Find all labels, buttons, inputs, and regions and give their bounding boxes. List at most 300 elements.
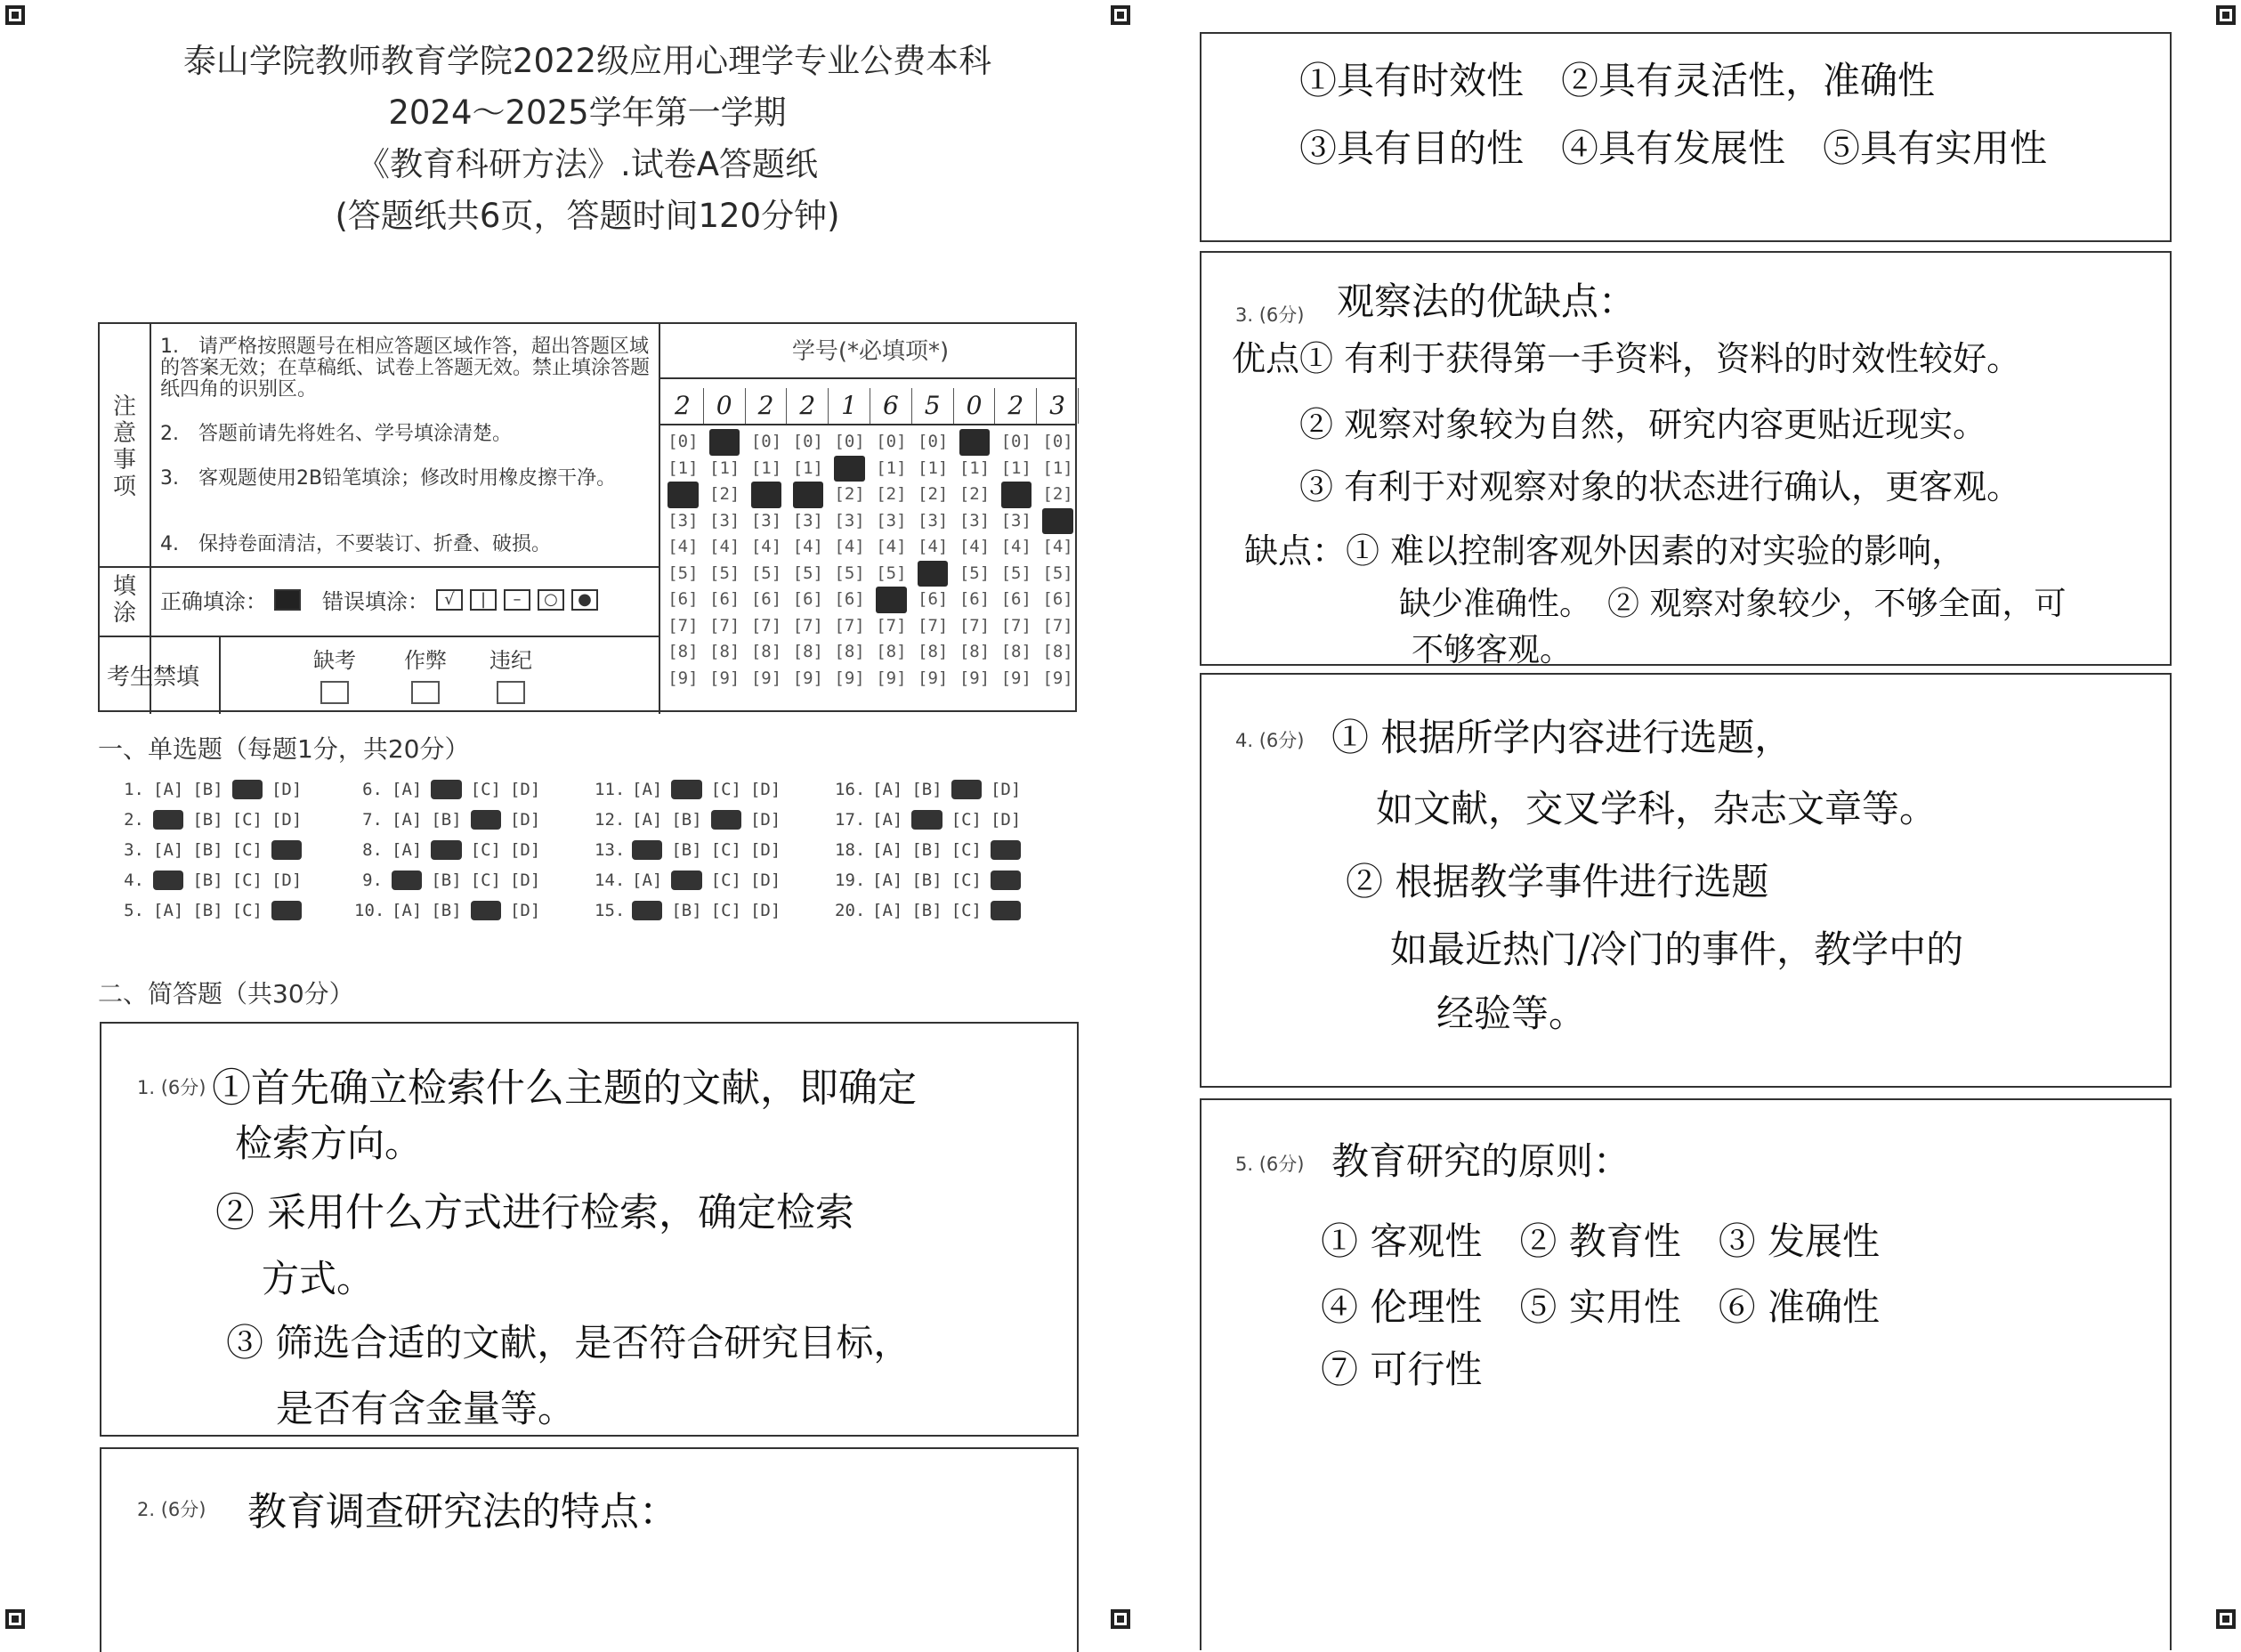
mc-option-bubble[interactable] bbox=[991, 901, 1021, 920]
mc-question-number: 19. bbox=[835, 871, 866, 890]
student-id-bubble[interactable]: [4] bbox=[834, 537, 865, 556]
student-id-bubble[interactable]: [1] bbox=[918, 458, 949, 478]
student-id-bubble[interactable] bbox=[918, 561, 948, 587]
mc-option-bubble[interactable]: [D] bbox=[749, 780, 781, 799]
mc-option-bubble[interactable]: [C] bbox=[231, 871, 263, 890]
student-id-bubble[interactable]: [1] bbox=[750, 458, 782, 478]
student-id-column bbox=[870, 429, 912, 692]
student-id-bubble[interactable]: [7] bbox=[667, 615, 699, 636]
mc-question bbox=[354, 871, 540, 890]
mc-option-bubble[interactable]: [C] bbox=[710, 840, 741, 860]
student-id-column bbox=[1037, 429, 1079, 692]
student-id-bubble[interactable]: [7] bbox=[1042, 615, 1073, 636]
mc-option-bubble[interactable]: [A] bbox=[872, 871, 903, 890]
student-id-bubble[interactable]: [7] bbox=[1000, 615, 1032, 636]
student-id-digit: 6 bbox=[870, 388, 912, 424]
mc-question-number: 13. bbox=[595, 840, 626, 860]
notice-panel bbox=[98, 322, 1077, 712]
mc-option-bubble[interactable]: [A] bbox=[872, 901, 903, 920]
student-id-bubble[interactable]: [8] bbox=[918, 642, 949, 661]
student-id-bubble[interactable] bbox=[834, 456, 864, 482]
mc-option-bubble[interactable] bbox=[911, 810, 942, 830]
mc-option-bubble[interactable]: [D] bbox=[271, 780, 303, 799]
mc-question bbox=[116, 871, 302, 890]
student-id-bubble[interactable]: [2] bbox=[876, 484, 907, 504]
student-id-bubble[interactable]: [9] bbox=[918, 668, 949, 688]
ban-label: 考生禁填 bbox=[107, 664, 200, 691]
student-id-bubble[interactable]: [8] bbox=[834, 642, 865, 661]
correct-fill-label: 正确填涂： bbox=[160, 589, 267, 614]
student-id-bubble[interactable]: [7] bbox=[792, 615, 823, 636]
ban-violation: 违纪 bbox=[489, 643, 532, 704]
student-id-bubble[interactable]: [8] bbox=[792, 642, 823, 661]
q3-line-4: ③ 有利于对观察对象的状态进行确认，更客观。 bbox=[1299, 467, 2021, 506]
mc-question bbox=[116, 901, 302, 920]
notice-item-2: 2. 答题前请先将姓名、学号填涂清楚。 bbox=[160, 423, 512, 445]
mc-option-bubble[interactable] bbox=[271, 840, 302, 860]
student-id-bubble[interactable]: [3] bbox=[918, 510, 949, 530]
mc-option-bubble[interactable]: [C] bbox=[470, 871, 501, 890]
q5-line-4: ⑦ 可行性 bbox=[1321, 1348, 1483, 1391]
student-id-digit: 5 bbox=[912, 388, 954, 424]
student-id-bubble[interactable]: [4] bbox=[959, 537, 991, 556]
mc-option-bubble[interactable]: [D] bbox=[509, 840, 541, 860]
mc-option-bubble[interactable]: [D] bbox=[990, 810, 1022, 830]
corner-marker-top-center bbox=[1111, 5, 1130, 25]
student-id-bubble[interactable]: [9] bbox=[1042, 668, 1073, 688]
ban-violation-checkbox[interactable] bbox=[497, 681, 525, 704]
student-id-bubble[interactable]: [5] bbox=[750, 563, 782, 583]
mc-option-bubble[interactable]: [B] bbox=[671, 840, 702, 860]
answer-box-q3[interactable] bbox=[1200, 251, 2172, 666]
mc-option-bubble[interactable] bbox=[951, 780, 982, 799]
student-id-bubble[interactable] bbox=[959, 429, 990, 456]
student-id-bubble[interactable] bbox=[1042, 508, 1072, 535]
student-id-bubble[interactable]: [3] bbox=[792, 510, 823, 530]
student-id-bubble[interactable]: [5] bbox=[709, 563, 740, 583]
mc-option-bubble[interactable]: [A] bbox=[153, 780, 184, 799]
mc-option-bubble[interactable]: [A] bbox=[632, 871, 663, 890]
student-id-bubble[interactable]: [1] bbox=[1042, 458, 1073, 478]
mc-option-bubble[interactable]: [A] bbox=[872, 780, 903, 799]
mc-option-bubble[interactable]: [B] bbox=[192, 810, 223, 830]
student-id-bubble[interactable]: [9] bbox=[792, 668, 823, 688]
student-id-bubble[interactable] bbox=[876, 587, 906, 613]
q2-number: 2. (6分) bbox=[137, 1499, 206, 1520]
mc-option-bubble[interactable]: [D] bbox=[749, 871, 781, 890]
student-id-title: 学号(*必填项*) bbox=[791, 338, 950, 365]
student-id-bubble[interactable]: [6] bbox=[792, 589, 823, 609]
student-id-bubble[interactable]: [4] bbox=[1042, 537, 1073, 556]
ban-cheating: 作弊 bbox=[404, 643, 447, 704]
corner-marker-bottom-center bbox=[1111, 1609, 1130, 1629]
student-id-bubble[interactable]: [9] bbox=[834, 668, 865, 688]
mc-option-bubble[interactable]: [A] bbox=[153, 840, 184, 860]
student-id-bubble[interactable]: [0] bbox=[667, 432, 699, 451]
mc-option-bubble[interactable] bbox=[153, 810, 183, 830]
mc-option-bubble[interactable]: [A] bbox=[153, 901, 184, 920]
student-id-bubble[interactable]: [8] bbox=[1042, 642, 1073, 661]
student-id-bubble[interactable]: [2] bbox=[834, 484, 865, 504]
answer-box-q1[interactable] bbox=[100, 1022, 1079, 1437]
q3-line-5: 缺点：① 难以控制客观外因素的对实验的影响， bbox=[1244, 531, 1966, 571]
q2-line-2: ①具有时效性 ②具有灵活性，准确性 bbox=[1299, 59, 1936, 102]
q1-line-3: ② 采用什么方式进行检索，确定检索 bbox=[215, 1190, 854, 1235]
student-id-bubble[interactable]: [5] bbox=[1042, 563, 1073, 583]
student-id-bubble[interactable]: [8] bbox=[667, 642, 699, 661]
q1-line-6: 是否有含金量等。 bbox=[276, 1387, 576, 1430]
student-id-bubble[interactable]: [5] bbox=[1000, 563, 1032, 583]
ban-absent: 缺考 bbox=[313, 643, 356, 704]
mc-option-bubble[interactable]: [B] bbox=[192, 871, 223, 890]
mc-question-number: 20. bbox=[835, 901, 866, 920]
mc-option-bubble[interactable]: [D] bbox=[749, 901, 781, 920]
student-id-bubble[interactable]: [9] bbox=[750, 668, 782, 688]
student-id-bubble[interactable]: [5] bbox=[876, 563, 907, 583]
notice-label: 注意事项 bbox=[112, 393, 136, 500]
mc-option-bubble[interactable]: [C] bbox=[231, 810, 263, 830]
student-id-bubble[interactable]: [9] bbox=[1000, 668, 1032, 688]
student-id-bubble[interactable]: [9] bbox=[876, 668, 907, 688]
mc-question-number: 18. bbox=[835, 840, 866, 860]
wrong-fill-label: 错误填涂： bbox=[322, 589, 429, 614]
student-id-column bbox=[787, 429, 829, 692]
student-id-bubble[interactable]: [4] bbox=[1000, 537, 1032, 556]
student-id-bubble[interactable]: [8] bbox=[1000, 642, 1032, 661]
mc-option-bubble[interactable]: [D] bbox=[509, 901, 541, 920]
student-id-bubble[interactable]: [0] bbox=[1042, 432, 1073, 451]
mc-option-bubble[interactable]: [B] bbox=[192, 901, 223, 920]
ban-cheating-checkbox[interactable] bbox=[411, 681, 440, 704]
student-id-bubble[interactable]: [6] bbox=[1042, 589, 1073, 609]
student-id-digit: 2 bbox=[995, 388, 1037, 424]
mc-question bbox=[354, 840, 540, 860]
mc-option-bubble[interactable]: [A] bbox=[872, 810, 903, 830]
student-id-bubble[interactable]: [0] bbox=[876, 432, 907, 451]
q1-line-2: 检索方向。 bbox=[235, 1122, 423, 1165]
mc-option-bubble[interactable]: [A] bbox=[392, 810, 423, 830]
corner-marker-top-left bbox=[5, 5, 25, 25]
student-id-bubble[interactable]: [5] bbox=[792, 563, 823, 583]
student-id-column bbox=[829, 429, 870, 692]
mc-option-bubble[interactable]: [C] bbox=[951, 901, 982, 920]
q5-number: 5. (6分) bbox=[1235, 1154, 1305, 1175]
q1-line-1: ①首先确立检索什么主题的文献，即确定 bbox=[212, 1065, 917, 1111]
mc-option-bubble[interactable]: [B] bbox=[671, 901, 702, 920]
mc-option-bubble[interactable] bbox=[431, 780, 461, 799]
student-id-bubble[interactable]: [5] bbox=[834, 563, 865, 583]
mc-option-bubble[interactable]: [C] bbox=[470, 780, 501, 799]
wrong-fill-check: √ bbox=[436, 589, 463, 611]
student-id-bubble[interactable] bbox=[1001, 482, 1032, 508]
ban-absent-checkbox[interactable] bbox=[320, 681, 349, 704]
mc-option-bubble[interactable] bbox=[711, 810, 741, 830]
notice-item-4: 4. 保持卷面清洁，不要装订、折叠、破损。 bbox=[160, 533, 551, 555]
q3-line-2: 优点① 有利于获得第一手资料，资料的时效性较好。 bbox=[1232, 339, 2021, 378]
wrong-fill-dash: – bbox=[504, 589, 530, 611]
mc-option-bubble[interactable]: [B] bbox=[911, 871, 943, 890]
mc-option-bubble[interactable] bbox=[271, 901, 302, 920]
header-line-3: 《教育科研方法》.试卷A答题纸 bbox=[356, 145, 819, 183]
student-id-bubble[interactable]: [4] bbox=[876, 537, 907, 556]
mc-option-bubble[interactable]: [A] bbox=[872, 840, 903, 860]
mc-option-bubble[interactable] bbox=[632, 840, 662, 860]
mc-question-number: 11. bbox=[595, 780, 626, 799]
student-id-bubble[interactable]: [6] bbox=[834, 589, 865, 609]
mc-question-number: 3. bbox=[124, 840, 144, 860]
mc-option-bubble[interactable]: [B] bbox=[911, 901, 943, 920]
student-id-bubble[interactable]: [1] bbox=[792, 458, 823, 478]
mc-option-bubble[interactable] bbox=[471, 901, 501, 920]
mc-option-bubble[interactable]: [D] bbox=[509, 780, 541, 799]
student-id-bubble[interactable]: [6] bbox=[750, 589, 782, 609]
mc-option-bubble[interactable]: [D] bbox=[509, 871, 541, 890]
mc-question bbox=[835, 901, 1021, 920]
student-id-bubble[interactable]: [0] bbox=[918, 432, 949, 451]
student-id-bubble[interactable]: [3] bbox=[709, 510, 740, 530]
mc-question bbox=[595, 840, 781, 860]
notice-item-1: 1. 请严格按照题号在相应答题区域作答，超出答题区域的答案无效；在草稿纸、试卷上答题无效。禁止填涂答题纸四角的识别区。 bbox=[160, 336, 651, 401]
mc-option-bubble[interactable]: [C] bbox=[710, 901, 741, 920]
q4-line-5: 经验等。 bbox=[1436, 992, 1587, 1035]
student-id-bubble[interactable]: [5] bbox=[959, 563, 991, 583]
student-id-digit: 2 bbox=[746, 388, 788, 424]
student-id-digit: 2 bbox=[662, 388, 704, 424]
fill-example-row bbox=[160, 584, 598, 615]
mc-option-bubble[interactable]: [C] bbox=[951, 810, 982, 830]
student-id-bubble[interactable]: [1] bbox=[959, 458, 991, 478]
mc-option-bubble[interactable]: [D] bbox=[271, 810, 303, 830]
mc-option-bubble[interactable] bbox=[471, 810, 501, 830]
mc-option-bubble[interactable]: [B] bbox=[911, 780, 943, 799]
q4-line-4: 如最近热门/冷门的事件，教学中的 bbox=[1390, 927, 1964, 971]
student-id-digit: 2 bbox=[787, 388, 829, 424]
student-id-bubble[interactable]: [7] bbox=[834, 615, 865, 636]
student-id-bubble[interactable]: [5] bbox=[667, 563, 699, 583]
student-id-bubble[interactable]: [8] bbox=[959, 642, 991, 661]
mc-option-bubble[interactable]: [B] bbox=[671, 810, 702, 830]
mc-question-number: 9. bbox=[362, 871, 383, 890]
student-id-bubble[interactable]: [8] bbox=[709, 642, 740, 661]
mc-option-bubble[interactable]: [B] bbox=[911, 840, 943, 860]
mc-option-bubble[interactable]: [A] bbox=[392, 780, 423, 799]
mc-question bbox=[354, 810, 540, 830]
student-id-bubble[interactable]: [1] bbox=[709, 458, 740, 478]
student-id-bubble[interactable]: [7] bbox=[750, 615, 782, 636]
mc-question bbox=[116, 780, 302, 799]
mc-option-bubble[interactable]: [D] bbox=[749, 840, 781, 860]
mc-option-bubble[interactable] bbox=[232, 780, 263, 799]
mc-option-bubble[interactable] bbox=[991, 871, 1021, 890]
mc-question bbox=[835, 871, 1021, 890]
student-id-bubble[interactable]: [3] bbox=[876, 510, 907, 530]
student-id-bubble[interactable]: [3] bbox=[750, 510, 782, 530]
student-id-bubble[interactable] bbox=[667, 482, 698, 508]
mc-question bbox=[354, 780, 540, 799]
mc-option-bubble[interactable]: [B] bbox=[192, 780, 223, 799]
mc-option-bubble[interactable]: [D] bbox=[749, 810, 781, 830]
student-id-bubble[interactable] bbox=[709, 429, 740, 456]
mc-option-bubble[interactable]: [B] bbox=[431, 810, 462, 830]
q1-line-4: 方式。 bbox=[262, 1257, 375, 1300]
student-id-bubble[interactable]: [0] bbox=[834, 432, 865, 451]
mc-question-number: 10. bbox=[354, 901, 385, 920]
student-id-bubble[interactable]: [4] bbox=[750, 537, 782, 556]
q1-number: 1. (6分) bbox=[137, 1077, 206, 1098]
student-id-digit: 0 bbox=[954, 388, 996, 424]
student-id-digits bbox=[662, 388, 1079, 424]
q3-line-3: ② 观察对象较为自然，研究内容更贴近现实。 bbox=[1299, 405, 1987, 444]
mc-option-bubble[interactable]: [D] bbox=[271, 871, 303, 890]
student-id-bubble[interactable]: [7] bbox=[876, 615, 907, 636]
student-id-digit: 1 bbox=[829, 388, 870, 424]
mc-option-bubble[interactable]: [C] bbox=[231, 901, 263, 920]
q4-line-1: ① 根据所学内容进行选题， bbox=[1331, 716, 1792, 759]
mc-question-number: 1. bbox=[124, 780, 144, 799]
student-id-bubble[interactable]: [6] bbox=[959, 589, 991, 609]
mc-option-bubble[interactable] bbox=[671, 780, 701, 799]
student-id-bubble[interactable]: [6] bbox=[709, 589, 740, 609]
notice-item-3: 3. 客观题使用2B铅笔填涂；修改时用橡皮擦干净。 bbox=[160, 467, 617, 490]
mc-option-bubble[interactable]: [A] bbox=[632, 780, 663, 799]
mc-question-number: 14. bbox=[595, 871, 626, 890]
q4-line-2: 如文献，交叉学科，杂志文章等。 bbox=[1376, 787, 1938, 830]
mc-question bbox=[595, 780, 781, 799]
q2-line-3: ③具有目的性 ④具有发展性 ⑤具有实用性 bbox=[1299, 126, 2048, 170]
student-id-bubble[interactable]: [3] bbox=[667, 510, 699, 530]
student-id-bubble[interactable]: [7] bbox=[918, 615, 949, 636]
mc-option-bubble[interactable]: [A] bbox=[392, 840, 423, 860]
student-id-bubble[interactable]: [4] bbox=[792, 537, 823, 556]
mc-option-bubble[interactable]: [C] bbox=[710, 780, 741, 799]
mc-option-bubble[interactable]: [C] bbox=[231, 840, 263, 860]
q3-line-6: 缺少准确性。 ② 观察对象较少，不够全面，可 bbox=[1399, 586, 2067, 622]
student-id-bubble[interactable]: [9] bbox=[667, 668, 699, 688]
student-id-bubble[interactable]: [3] bbox=[959, 510, 991, 530]
q4-line-3: ② 根据教学事件进行选题 bbox=[1346, 860, 1769, 903]
student-id-bubble[interactable] bbox=[751, 482, 781, 508]
student-id-bubble[interactable]: [0] bbox=[750, 432, 782, 451]
mc-option-bubble[interactable]: [C] bbox=[951, 871, 982, 890]
mc-option-bubble[interactable]: [B] bbox=[431, 871, 462, 890]
mc-question-number: 6. bbox=[362, 780, 383, 799]
wrong-fill-dot: ● bbox=[571, 589, 598, 611]
mc-question-number: 8. bbox=[362, 840, 383, 860]
mc-question bbox=[595, 810, 781, 830]
mc-option-bubble[interactable]: [D] bbox=[990, 780, 1022, 799]
mc-option-bubble[interactable]: [B] bbox=[431, 901, 462, 920]
header-line-4: (答题纸共6页，答题时间120分钟) bbox=[335, 197, 840, 235]
student-id-bubble[interactable]: [0] bbox=[792, 432, 823, 451]
student-id-bubble[interactable]: [2] bbox=[709, 484, 740, 504]
corner-marker-bottom-left bbox=[5, 1609, 25, 1629]
mc-option-bubble[interactable]: [A] bbox=[632, 810, 663, 830]
student-id-bubble[interactable]: [2] bbox=[918, 484, 949, 504]
section-2-title: 二、简答题（共30分） bbox=[98, 979, 354, 1008]
q3-line-1: 观察法的优缺点： bbox=[1337, 279, 1637, 323]
student-id-bubble[interactable]: [3] bbox=[1000, 510, 1032, 530]
student-id-bubble[interactable]: [7] bbox=[709, 615, 740, 636]
q1-line-5: ③ 筛选合适的文献，是否符合研究目标， bbox=[226, 1321, 911, 1365]
mc-option-bubble[interactable] bbox=[632, 901, 662, 920]
student-id-bubble[interactable]: [6] bbox=[667, 589, 699, 609]
mc-question-number: 17. bbox=[835, 810, 866, 830]
mc-question bbox=[116, 840, 302, 860]
mc-question bbox=[835, 840, 1021, 860]
mc-option-bubble[interactable] bbox=[991, 840, 1021, 860]
corner-marker-top-right bbox=[2216, 5, 2236, 25]
student-id-column bbox=[995, 429, 1037, 692]
correct-fill-sample bbox=[274, 589, 301, 611]
student-id-bubble[interactable]: [9] bbox=[959, 668, 991, 688]
mc-option-bubble[interactable]: [D] bbox=[509, 810, 541, 830]
mc-option-bubble[interactable] bbox=[392, 871, 422, 890]
header-line-1: 泰山学院教师教育学院2022级应用心理学专业公费本科 bbox=[182, 42, 992, 80]
student-id-bubble-grid[interactable] bbox=[662, 429, 1079, 692]
student-id-bubble[interactable]: [1] bbox=[1000, 458, 1032, 478]
mc-option-bubble[interactable] bbox=[431, 840, 461, 860]
mc-question-number: 12. bbox=[595, 810, 626, 830]
q5-line-1: 教育研究的原则： bbox=[1331, 1139, 1631, 1183]
student-id-bubble[interactable]: [7] bbox=[959, 615, 991, 636]
student-id-column bbox=[954, 429, 996, 692]
answer-box-q5[interactable] bbox=[1200, 1098, 2172, 1650]
mc-option-bubble[interactable]: [C] bbox=[470, 840, 501, 860]
student-id-bubble[interactable]: [2] bbox=[1042, 484, 1073, 504]
mc-question-number: 16. bbox=[835, 780, 866, 799]
student-id-bubble[interactable]: [8] bbox=[750, 642, 782, 661]
mc-question bbox=[835, 780, 1021, 799]
mc-option-bubble[interactable] bbox=[153, 871, 183, 890]
mc-option-bubble[interactable]: [C] bbox=[710, 871, 741, 890]
student-id-column bbox=[704, 429, 746, 692]
mc-option-bubble[interactable]: [A] bbox=[392, 901, 423, 920]
answer-box-q2[interactable] bbox=[100, 1447, 1079, 1652]
q2-line-1: 教育调查研究法的特点： bbox=[247, 1489, 678, 1535]
student-id-bubble[interactable]: [1] bbox=[876, 458, 907, 478]
section-1-title: 一、单选题（每题1分，共20分） bbox=[98, 734, 470, 764]
answer-box-q2-continued[interactable] bbox=[1200, 32, 2172, 242]
student-id-column bbox=[746, 429, 788, 692]
mc-question bbox=[595, 871, 781, 890]
student-id-bubble[interactable]: [4] bbox=[709, 537, 740, 556]
student-id-bubble[interactable]: [1] bbox=[667, 458, 699, 478]
mc-option-bubble[interactable] bbox=[671, 871, 701, 890]
student-id-column bbox=[662, 429, 704, 692]
student-id-bubble[interactable]: [4] bbox=[918, 537, 949, 556]
student-id-digit: 0 bbox=[704, 388, 746, 424]
student-id-bubble[interactable] bbox=[793, 482, 823, 508]
answer-box-q4[interactable] bbox=[1200, 673, 2172, 1088]
student-id-bubble[interactable]: [2] bbox=[959, 484, 991, 504]
mc-question-number: 2. bbox=[124, 810, 144, 830]
mc-question bbox=[354, 901, 540, 920]
student-id-bubble[interactable]: [8] bbox=[876, 642, 907, 661]
student-id-bubble[interactable]: [9] bbox=[709, 668, 740, 688]
student-id-bubble[interactable]: [3] bbox=[834, 510, 865, 530]
mc-option-bubble[interactable]: [C] bbox=[951, 840, 982, 860]
q5-line-3: ④ 伦理性 ⑤ 实用性 ⑥ 准确性 bbox=[1321, 1285, 1881, 1329]
mc-option-bubble[interactable]: [B] bbox=[192, 840, 223, 860]
corner-marker-bottom-right bbox=[2216, 1609, 2236, 1629]
student-id-bubble[interactable]: [6] bbox=[918, 589, 949, 609]
wrong-fill-circle: ○ bbox=[538, 589, 564, 611]
q5-line-2: ① 客观性 ② 教育性 ③ 发展性 bbox=[1321, 1219, 1881, 1263]
student-id-bubble[interactable]: [6] bbox=[1000, 589, 1032, 609]
student-id-bubble[interactable]: [4] bbox=[667, 537, 699, 556]
student-id-bubble[interactable]: [0] bbox=[1000, 432, 1032, 451]
q3-line-7: 不够客观。 bbox=[1412, 632, 1573, 668]
